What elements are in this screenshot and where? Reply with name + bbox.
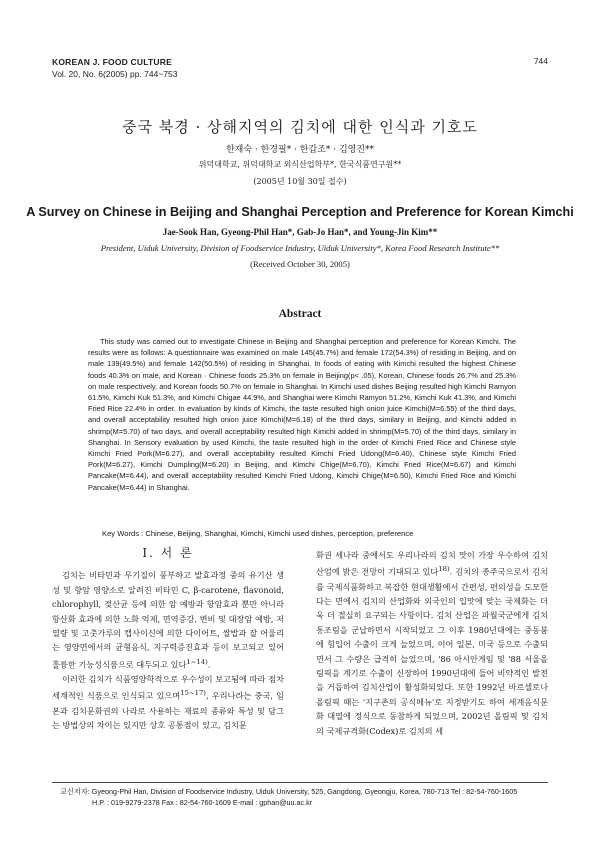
body-column-left	[52, 546, 284, 732]
intro-paragraph-2	[52, 672, 284, 732]
citation: 1~14)	[186, 657, 208, 666]
body-column-right	[316, 548, 548, 738]
keywords-label: Key Words :	[102, 529, 144, 538]
keywords-list: Chinese, Beijing, Shanghai, Kimchi, Kimchi used dishes, perception, preference	[145, 529, 414, 538]
english-received-date: (Received October 30, 2005)	[250, 259, 350, 269]
section-heading-introduction: I. 서 론	[142, 546, 194, 560]
english-title: A Survey on Chinese in Beijing and Shanghai Perception and Preference for Korean Kimchi	[26, 205, 574, 219]
korean-authors: 한재숙 · 한경필* · 한갑조* · 김영진**	[225, 145, 375, 155]
english-authors: Jae-Sook Han, Gyeong-Phil Han*, Gab-Jo Han*, and Young-Jin Kim**	[162, 227, 438, 237]
korean-affiliation: 위덕대학교, 위덕대학교 외식산업학부*, 한국식품연구원**	[198, 160, 402, 169]
page-number: 744	[533, 56, 548, 66]
english-affiliation: President, Uiduk University, Division of Foodservice Industry, Uiduk University*, Korea Food Research Institute**	[100, 243, 500, 253]
intro-paragraph-3	[316, 548, 548, 738]
abstract-text: This study was carried out to investigate Chinese in Beijing and Shanghai perception and preference for Korean Kimchi. The results were as follows: A questionnaire was examined on male 145(45.7%) and female 172(54.3%) of residing in Beijing, and on male 139(49.5%) and female 142(50.5%) of residing in Shanghai. In foods of eating with Kimchi resulted the highest Chinese foods 40.3% on male, and Korean · Chinese foods 25.3% on female in Beijing(p< .05), Korean, Chinese foods 26.7% and 25.3% on male respectively, and Korean foods 50.7% on female in Shanghai. In Kimchi used dishes Beijing resulted high Kimchi Ramyon 61.5%, Kimchi Kuk 51.3%, and Kimchi Chigae 44.9%, and Shanghai were Kimchi Ramyon 51.2%, Kimchi Kuk 41.3%, and Kimchi Fried Rice 22.4% in order. In evaluation by kinds of Kimchi, the taste resulted high onion juice Kimchi(M=6.55) of the third days, and overall acceptability resulted high onion juice Kimchi(M=6.18) of the third days, similary in Beijing, and Kimchi added in shrimp(M=5.70) of two days, and overall acceptability resulted high Kimchi added in shrimp(M=5.70) of the third days, similary in Shanghai. In Sensory evaluation by used Kimchi, the taste resulted high in the order of Kimchi Fried Rice and Chinese style Kimchi Fried Pork(M=6.27), and overall acceptability resulted Kimchi Fried Udong(M=6.40), Chinese style Kimchi Fried Pork(M=6.27), Kimchi Dumpling(M=6.20) in Beijing, and Kimchi Chige(M=6.70), Kimchi Fried Rice(M=6.67) and Kimchi Pancake(M=6.44), and overall acceptability resulted Kimchi Fried Udong, Kimchi Chige(M=6.50), Kimchi Fried Rice and Kimchi Pancake(M=6.44) in Shanghai.	[88, 337, 516, 492]
intro-paragraph-3-continued: . 김치의 종주국으로서 김치를 국제식품화하고 복잡한 현대생활에서 간편성, 편의성을 도모한다는 면에서 김치의 산업화와 외국인의 입맛에 맞는 국제화는 더욱 더 절실히 요구되는 사항이다. 김치 산업은 파월국군에게 김치통조림을 군납하면서 시작되었고 그 이후 1980년대에는 중동붐에 힘입어 수출이 크게 늘었으며, 이어 일본, 미국 등으로 수출되면서 그 수량은 급격히 늘었으며, '86 아시안게임 및 '88 서울올림픽을 계기로 수출이 신장하여 1990년대에 들어 비약적인 발전을 거듭하여 김치산업이 활성화되었다. 또한 1992년 바르셀로나 올림픽 때는 '지구촌의 공식메뉴'로 지정받기도 하여 세계음식문화 대열에 정식으로 동참하게 되었으며, 2002년 올림픽 및 김치의 국제규격화(Codex)로 김치의 세	[316, 567, 548, 736]
footnote-line-2: H.P. : 019-9279-2378 Fax : 82-54-760-1609 E-mail : gphan@uu.ac.kr	[92, 798, 313, 807]
intro-paragraph-2-text: 이러한 김치가 식품영양학적으로 우수성이 보고됨에 따라 점차 세계적인 식품으로 인식되고 있으며	[52, 673, 284, 702]
abstract-heading: Abstract	[278, 308, 322, 320]
footnote-divider	[52, 782, 548, 783]
keywords	[102, 529, 516, 538]
intro-paragraph-1-text: 김치는 비타민과 무기질이 풍부하고 발효과정 중의 유기산 생성 및 향암 영양소로 알려진 비타민 C, β-carotene, flavonoid, chlorophyll, 젖산균 등에 의한 암 예방과 항암효과 뿐만 아니라 항산화 효과에 의한 노화 억제, 면역증강, 변비 및 대장암 예방, 저 열량 및 고춧가루의 캡사이신에 의한 다이어트, 쌀밥과 잘 어울리는 영양면에서의 균형음식, 지구력증진효과 등이 보고되고 있어 훌륭한 기능성식품으로 대두되고 있다	[52, 570, 284, 670]
korean-title: 중국 북경 · 상해지역의 김치에 대한 인식과 기호도	[122, 118, 478, 136]
korean-received-date: (2005년 10월 30일 접수)	[253, 177, 347, 186]
citation: 18)	[438, 565, 450, 574]
intro-paragraph-3-text: 화권 세나라 중에서도 우리나라의 김치 맛이 가장 우수하여 김치산업에 밝은 전망이 기대되고 있다	[316, 550, 548, 578]
intro-paragraph-1: 김치는 비타민과 무기질이 풍부하고 발효과정 중의 유기산 생성 및 향암 영양소로 알려진 비타민 C, β-carotene, flavonoid, chlorophyll, 젖산균 등에 의한 암 예방과 항암효과 뿐만 아니라 항산화 효과에 의한 노화 억제, 면역증강, 변비 및 대장암 예방, 저 열량 및 고춧가루의 캡사이신에 의한 다이어트, 쌀밥과 잘 어울리는 영양면에서의 균형음식, 지구력증진효과 등이 보고되고 있어 훌륭한 기능성식품으로 대두되고 있다$^{1\sim 14)}$.	[52, 570, 284, 670]
journal-name: KOREAN J. FOOD CULTURE	[52, 57, 172, 67]
journal-volume: Vol. 20, No. 6(2005) pp. 744~753	[52, 69, 178, 79]
corresponding-author-footnote	[60, 786, 550, 808]
intro-paragraph-2-continued: , 우리나라는 중국, 일본과 김치문화권의 나라로 사용하는 재료의 종류와 특성 및 담그는 방법상의 차이는 있지만 상호 공통점이 있고, 김치문	[52, 691, 284, 730]
journal-header	[52, 56, 177, 80]
citation: 15~17)	[180, 689, 206, 698]
footnote-line-1: 교신저자: Gyeong-Phil Han, Division of Foodservice Industry, Uiduk University, 525, Gangdong, Gyeongju, Korea, 780-713 Tel : 82-54-760-1605	[60, 787, 518, 796]
